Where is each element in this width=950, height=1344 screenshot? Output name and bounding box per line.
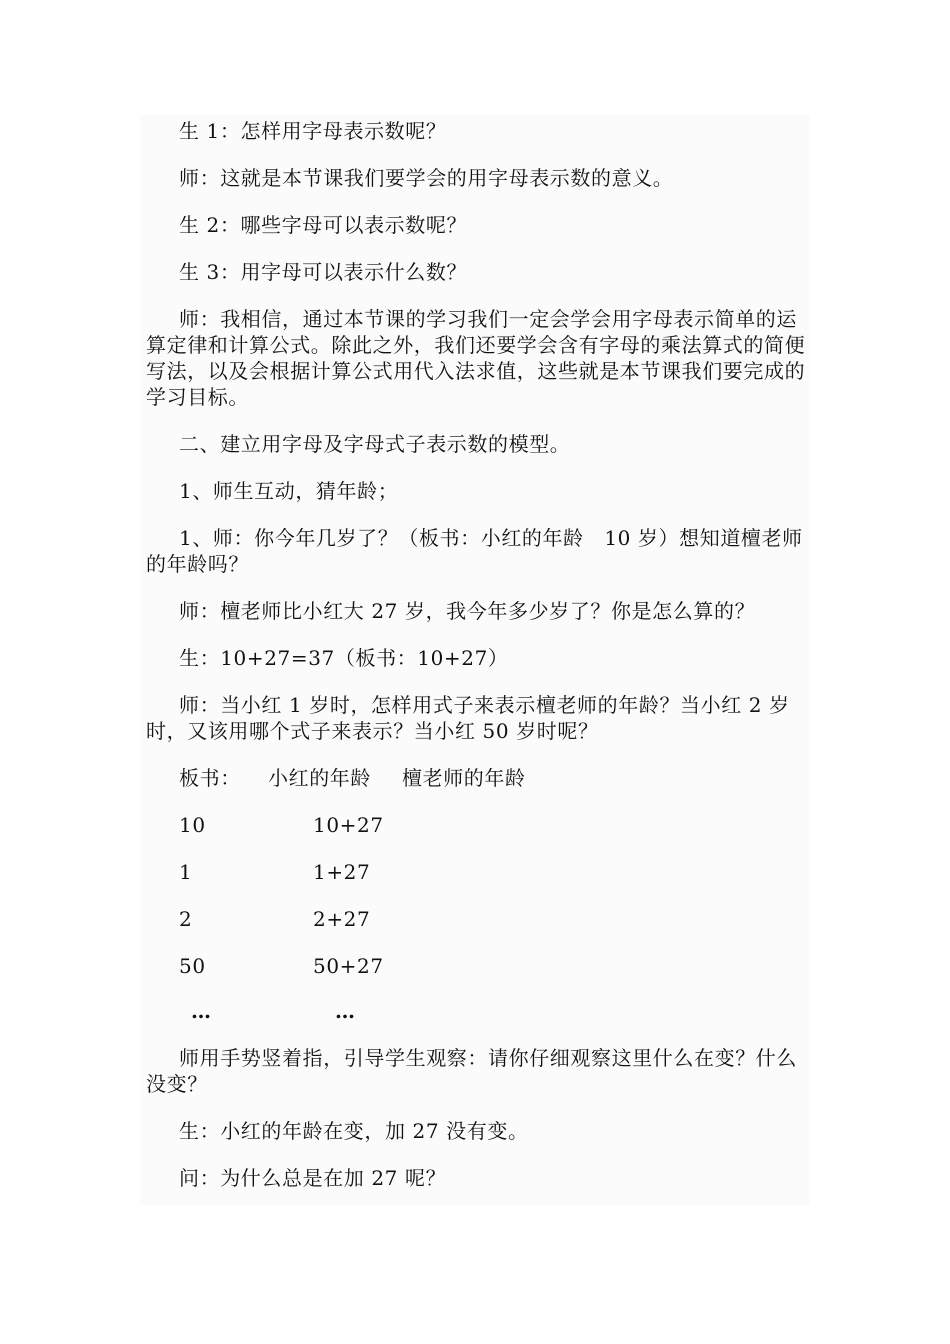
board-row bbox=[146, 906, 810, 932]
paragraph-question-why: 问：为什么总是在加 27 呢？ bbox=[179, 1166, 447, 1190]
board-ellipsis-age: … bbox=[191, 999, 212, 1023]
board-cell-expression: 2+27 bbox=[313, 907, 371, 931]
document-body bbox=[146, 118, 810, 1212]
board-col2-header: 檀老师的年龄 bbox=[402, 766, 526, 790]
board-col1-header: 小红的年龄 bbox=[268, 766, 371, 790]
paragraph-teacher-meaning: 师：这就是本节课我们要学会的用字母表示数的意义。 bbox=[179, 166, 674, 190]
section-heading-model: 二、建立用字母及字母式子表示数的模型。 bbox=[179, 432, 571, 456]
board-ellipsis-expression: … bbox=[335, 999, 356, 1023]
board-cell-age: 2 bbox=[179, 907, 193, 931]
board-label: 板书： bbox=[179, 766, 241, 790]
board-row bbox=[146, 953, 810, 979]
board-ellipsis-row bbox=[146, 998, 810, 1022]
paragraph-student3-question: 生 3：用字母可以表示什么数？ bbox=[179, 260, 468, 284]
paragraph-teacher-older: 师：檀老师比小红大 27 岁，我今年多少岁了？你是怎么算的？ bbox=[179, 599, 756, 623]
board-cell-age: 10 bbox=[179, 813, 206, 837]
paragraph-teacher-observe: 师用手势竖着指，引导学生观察：请你仔细观察这里什么在变？什么没变？ bbox=[146, 1046, 797, 1096]
board-cell-age: 50 bbox=[179, 954, 206, 978]
paragraph-student2-question: 生 2：哪些字母可以表示数呢？ bbox=[179, 213, 468, 237]
board-row bbox=[146, 812, 810, 838]
paragraph-teacher-age-question: 1、师：你今年几岁了？（板书：小红的年龄 10 岁）想知道檀老师的年龄吗？ bbox=[146, 526, 803, 576]
board-header-row bbox=[146, 765, 810, 791]
paragraph-teacher-goals: 师：我相信，通过本节课的学习我们一定会学会用字母表示简单的运算定律和计算公式。除此之外，我们还要学会含有字母的乘法算式的简便写法，以及会根据计算公式用代入法求值，这些就是本节课我们要完成的学习目标。 bbox=[146, 307, 806, 409]
paragraph-student-answer: 生：小红的年龄在变，加 27 没有变。 bbox=[179, 1119, 529, 1143]
paragraph-teacher-expression: 师：当小红 1 岁时，怎样用式子来表示檀老师的年龄？当小红 2 岁时，又该用哪个式子来表示？当小红 50 岁时呢？ bbox=[146, 693, 790, 743]
subsection-heading-guess-age: 1、师生互动，猜年龄； bbox=[179, 479, 399, 503]
board-cell-age: 1 bbox=[179, 860, 193, 884]
board-cell-expression: 1+27 bbox=[313, 860, 371, 884]
board-row bbox=[146, 859, 810, 885]
board-cell-expression: 10+27 bbox=[313, 813, 384, 837]
paragraph-student1-question: 生 1：怎样用字母表示数呢？ bbox=[179, 119, 447, 143]
paragraph-student-calculation: 生：10+27=37（板书：10+27） bbox=[179, 646, 509, 670]
board-cell-expression: 50+27 bbox=[313, 954, 384, 978]
